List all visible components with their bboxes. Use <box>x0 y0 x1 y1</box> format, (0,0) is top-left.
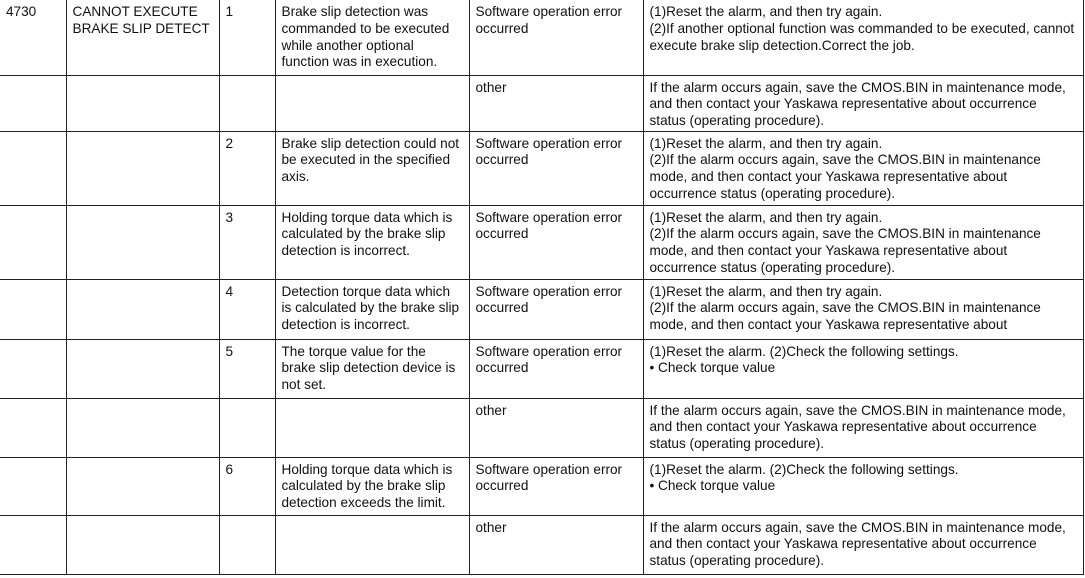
cause: Software operation error occurred <box>469 457 643 515</box>
alarm-code-empty <box>0 515 66 574</box>
alarm-name-empty <box>66 339 219 398</box>
alarm-code-empty <box>0 339 66 398</box>
alarm-name-empty <box>66 398 219 457</box>
alarm-name-empty <box>66 515 219 574</box>
alarm-code: 4730 <box>0 0 66 75</box>
table-row <box>0 131 1083 205</box>
alarm-code-empty <box>0 398 66 457</box>
sub-code: 1 <box>219 0 275 75</box>
alarm-code-empty <box>0 279 66 339</box>
meaning: Brake slip detection was commanded to be executed while another optional function was in execution. <box>275 0 469 75</box>
cause: Software operation error occurred <box>469 339 643 398</box>
remedy: (1)Reset the alarm. (2)Check the following settings. • Check torque value <box>643 339 1083 398</box>
remedy: (1)Reset the alarm. (2)Check the following settings. • Check torque value <box>643 457 1083 515</box>
cause: Software operation error occurred <box>469 0 643 75</box>
sub-code <box>219 75 275 131</box>
meaning: Brake slip detection could not be executed in the specified axis. <box>275 131 469 205</box>
meaning <box>275 515 469 574</box>
sub-code: 2 <box>219 131 275 205</box>
sub-code: 4 <box>219 279 275 339</box>
meaning <box>275 75 469 131</box>
remedy: (1)Reset the alarm, and then try again. (2)If the alarm occurs again, save the CMOS.BIN in maintenance mode, and then contact your Yaskawa representative about occurrence status (operating procedure). <box>643 131 1083 205</box>
cause: other <box>469 398 643 457</box>
meaning: The torque value for the brake slip detection device is not set. <box>275 339 469 398</box>
alarm-code-empty <box>0 75 66 131</box>
sub-code: 5 <box>219 339 275 398</box>
meaning: Detection torque data which is calculated by the brake slip detection is incorrect. <box>275 279 469 339</box>
sub-code <box>219 515 275 574</box>
table-row <box>0 279 1083 339</box>
alarm-name-empty <box>66 457 219 515</box>
cause: other <box>469 75 643 131</box>
remedy: If the alarm occurs again, save the CMOS.BIN in maintenance mode, and then contact your Yaskawa representative about occurrence status (operating procedure). <box>643 515 1083 574</box>
table-row <box>0 205 1083 279</box>
sub-code <box>219 398 275 457</box>
remedy: (1)Reset the alarm, and then try again. (2)If the alarm occurs again, save the CMOS.BIN in maintenance mode, and then contact your Yaskawa representative about occurrence status (operating procedure). <box>643 205 1083 279</box>
meaning: Holding torque data which is calculated by the brake slip detection exceeds the limit. <box>275 457 469 515</box>
cause: other <box>469 515 643 574</box>
alarm-code-empty <box>0 457 66 515</box>
alarm-code-empty <box>0 205 66 279</box>
sub-code: 3 <box>219 205 275 279</box>
table-row <box>0 0 1083 75</box>
table-row <box>0 339 1083 398</box>
remedy: (1)Reset the alarm, and then try again. (2)If the alarm occurs again, save the CMOS.BIN in maintenance mode, and then contact your Yaskawa representative about <box>643 279 1083 339</box>
meaning <box>275 398 469 457</box>
meaning: Holding torque data which is calculated by the brake slip detection is incorrect. <box>275 205 469 279</box>
alarm-name-empty <box>66 205 219 279</box>
remedy: If the alarm occurs again, save the CMOS.BIN in maintenance mode, and then contact your Yaskawa representative about occurrence status (operating procedure). <box>643 398 1083 457</box>
table-row <box>0 398 1083 457</box>
alarm-name: CANNOT EXECUTE BRAKE SLIP DETECT <box>66 0 219 75</box>
alarm-name-empty <box>66 131 219 205</box>
table-row <box>0 515 1083 574</box>
table-row <box>0 457 1083 515</box>
cause: Software operation error occurred <box>469 205 643 279</box>
remedy: If the alarm occurs again, save the CMOS.BIN in maintenance mode, and then contact your Yaskawa representative about occurrence status (operating procedure). <box>643 75 1083 131</box>
alarm-name-empty <box>66 75 219 131</box>
cause: Software operation error occurred <box>469 131 643 205</box>
sub-code: 6 <box>219 457 275 515</box>
table-row <box>0 75 1083 131</box>
remedy: (1)Reset the alarm, and then try again. (2)If another optional function was commanded to be executed, cannot execute brake slip detection.Correct the job. <box>643 0 1083 75</box>
cause: Software operation error occurred <box>469 279 643 339</box>
alarm-name-empty <box>66 279 219 339</box>
alarm-code-empty <box>0 131 66 205</box>
